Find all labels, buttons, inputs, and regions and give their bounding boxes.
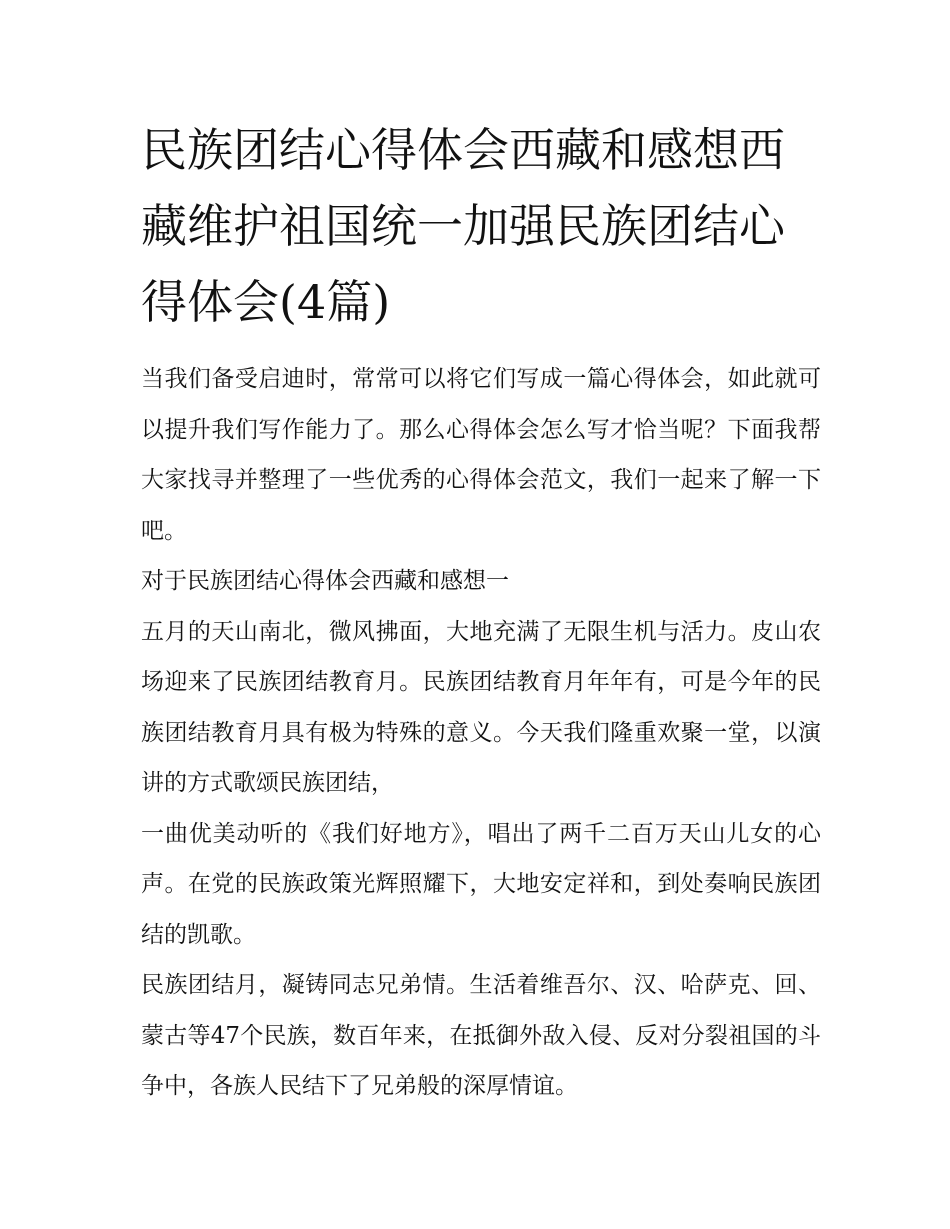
document-title: 民族团结心得体会西藏和感想西藏维护祖国统一加强民族团结心得体会(4篇): [141, 123, 785, 329]
document-body: [141, 112, 821, 1112]
body-paragraph: 一曲优美动听的《我们好地方》，唱出了两千二百万天山儿女的心声。在党的民族政策光辉照耀下，大地安定祥和，到处奏响民族团结的凯歌。: [141, 820, 821, 948]
section-heading: 对于民族团结心得体会西藏和感想一: [141, 568, 509, 594]
intro-paragraph: 当我们备受启迪时，常常可以将它们写成一篇心得体会，如此就可以提升我们写作能力了。那么心得体会怎么写才恰当呢？下面我帮大家找寻并整理了一些优秀的心得体会范文，我们一起来了解一下吧。: [141, 366, 821, 544]
body-paragraph: 五月的天山南北，微风拂面，大地充满了无限生机与活力。皮山农场迎来了民族团结教育月。民族团结教育月年年有，可是今年的民族团结教育月具有极为特殊的意义。今天我们隆重欢聚一堂，以演讲的方式歌颂民族团结，: [141, 618, 821, 796]
body-paragraph: 民族团结月，凝铸同志兄弟情。生活着维吾尔、汉、哈萨克、回、蒙古等47个民族，数百年来，在抵御外敌入侵、反对分裂祖国的斗争中，各族人民结下了兄弟般的深厚情谊。: [141, 972, 821, 1099]
